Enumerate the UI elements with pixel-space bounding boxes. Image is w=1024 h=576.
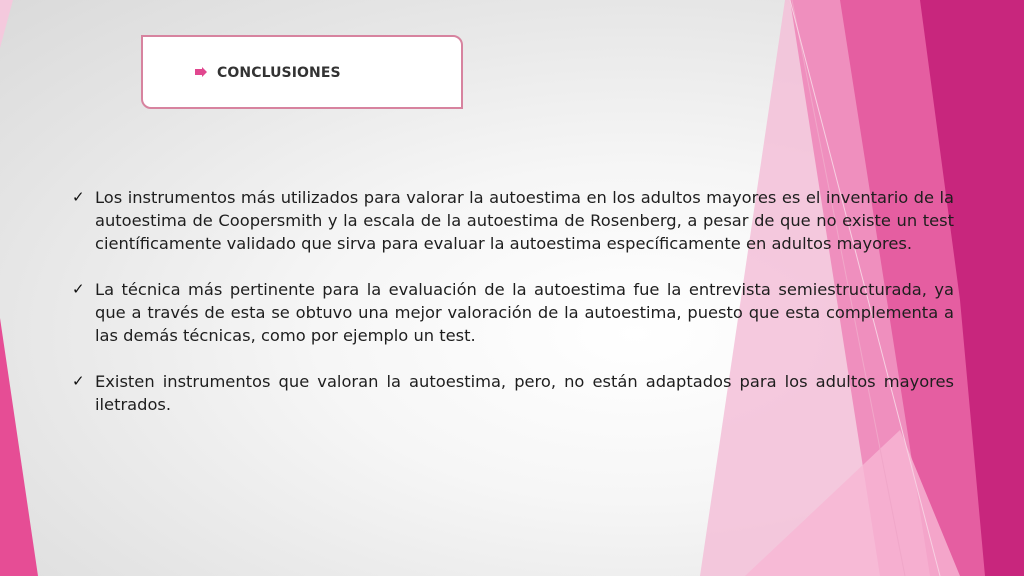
list-item-text: Existen instrumentos que valoran la autoestima, pero, no están adaptados para los adultos mayores iletrados.	[95, 372, 954, 414]
list-item	[72, 278, 954, 347]
left-decor-shape	[0, 318, 38, 576]
title-box	[141, 35, 463, 109]
list-item	[72, 370, 954, 416]
list-item-text: Los instrumentos más utilizados para valorar la autoestima en los adultos mayores es el inventario de la autoestima de Coopersmith y la escala de la autoestima de Rosenberg, a pesar de que no existe un test científicamente validado que sirva para evaluar la autoestima específicamente en adultos mayores.	[95, 188, 954, 253]
slide-title: CONCLUSIONES	[217, 65, 341, 81]
checkmark-icon: ✓	[72, 280, 85, 298]
left-decor-shape	[0, 0, 13, 48]
arrow-bullet-icon	[195, 67, 207, 77]
checkmark-icon: ✓	[72, 188, 85, 206]
list-item	[72, 186, 954, 255]
checkmark-icon: ✓	[72, 372, 85, 390]
conclusions-list	[72, 186, 954, 439]
list-item-text: La técnica más pertinente para la evaluación de la autoestima fue la entrevista semiestructurada, ya que a través de esta se obtuvo una mejor valoración de la autoestima, puesto que esta complementa a las demás técnicas, como por ejemplo un test.	[95, 280, 954, 345]
